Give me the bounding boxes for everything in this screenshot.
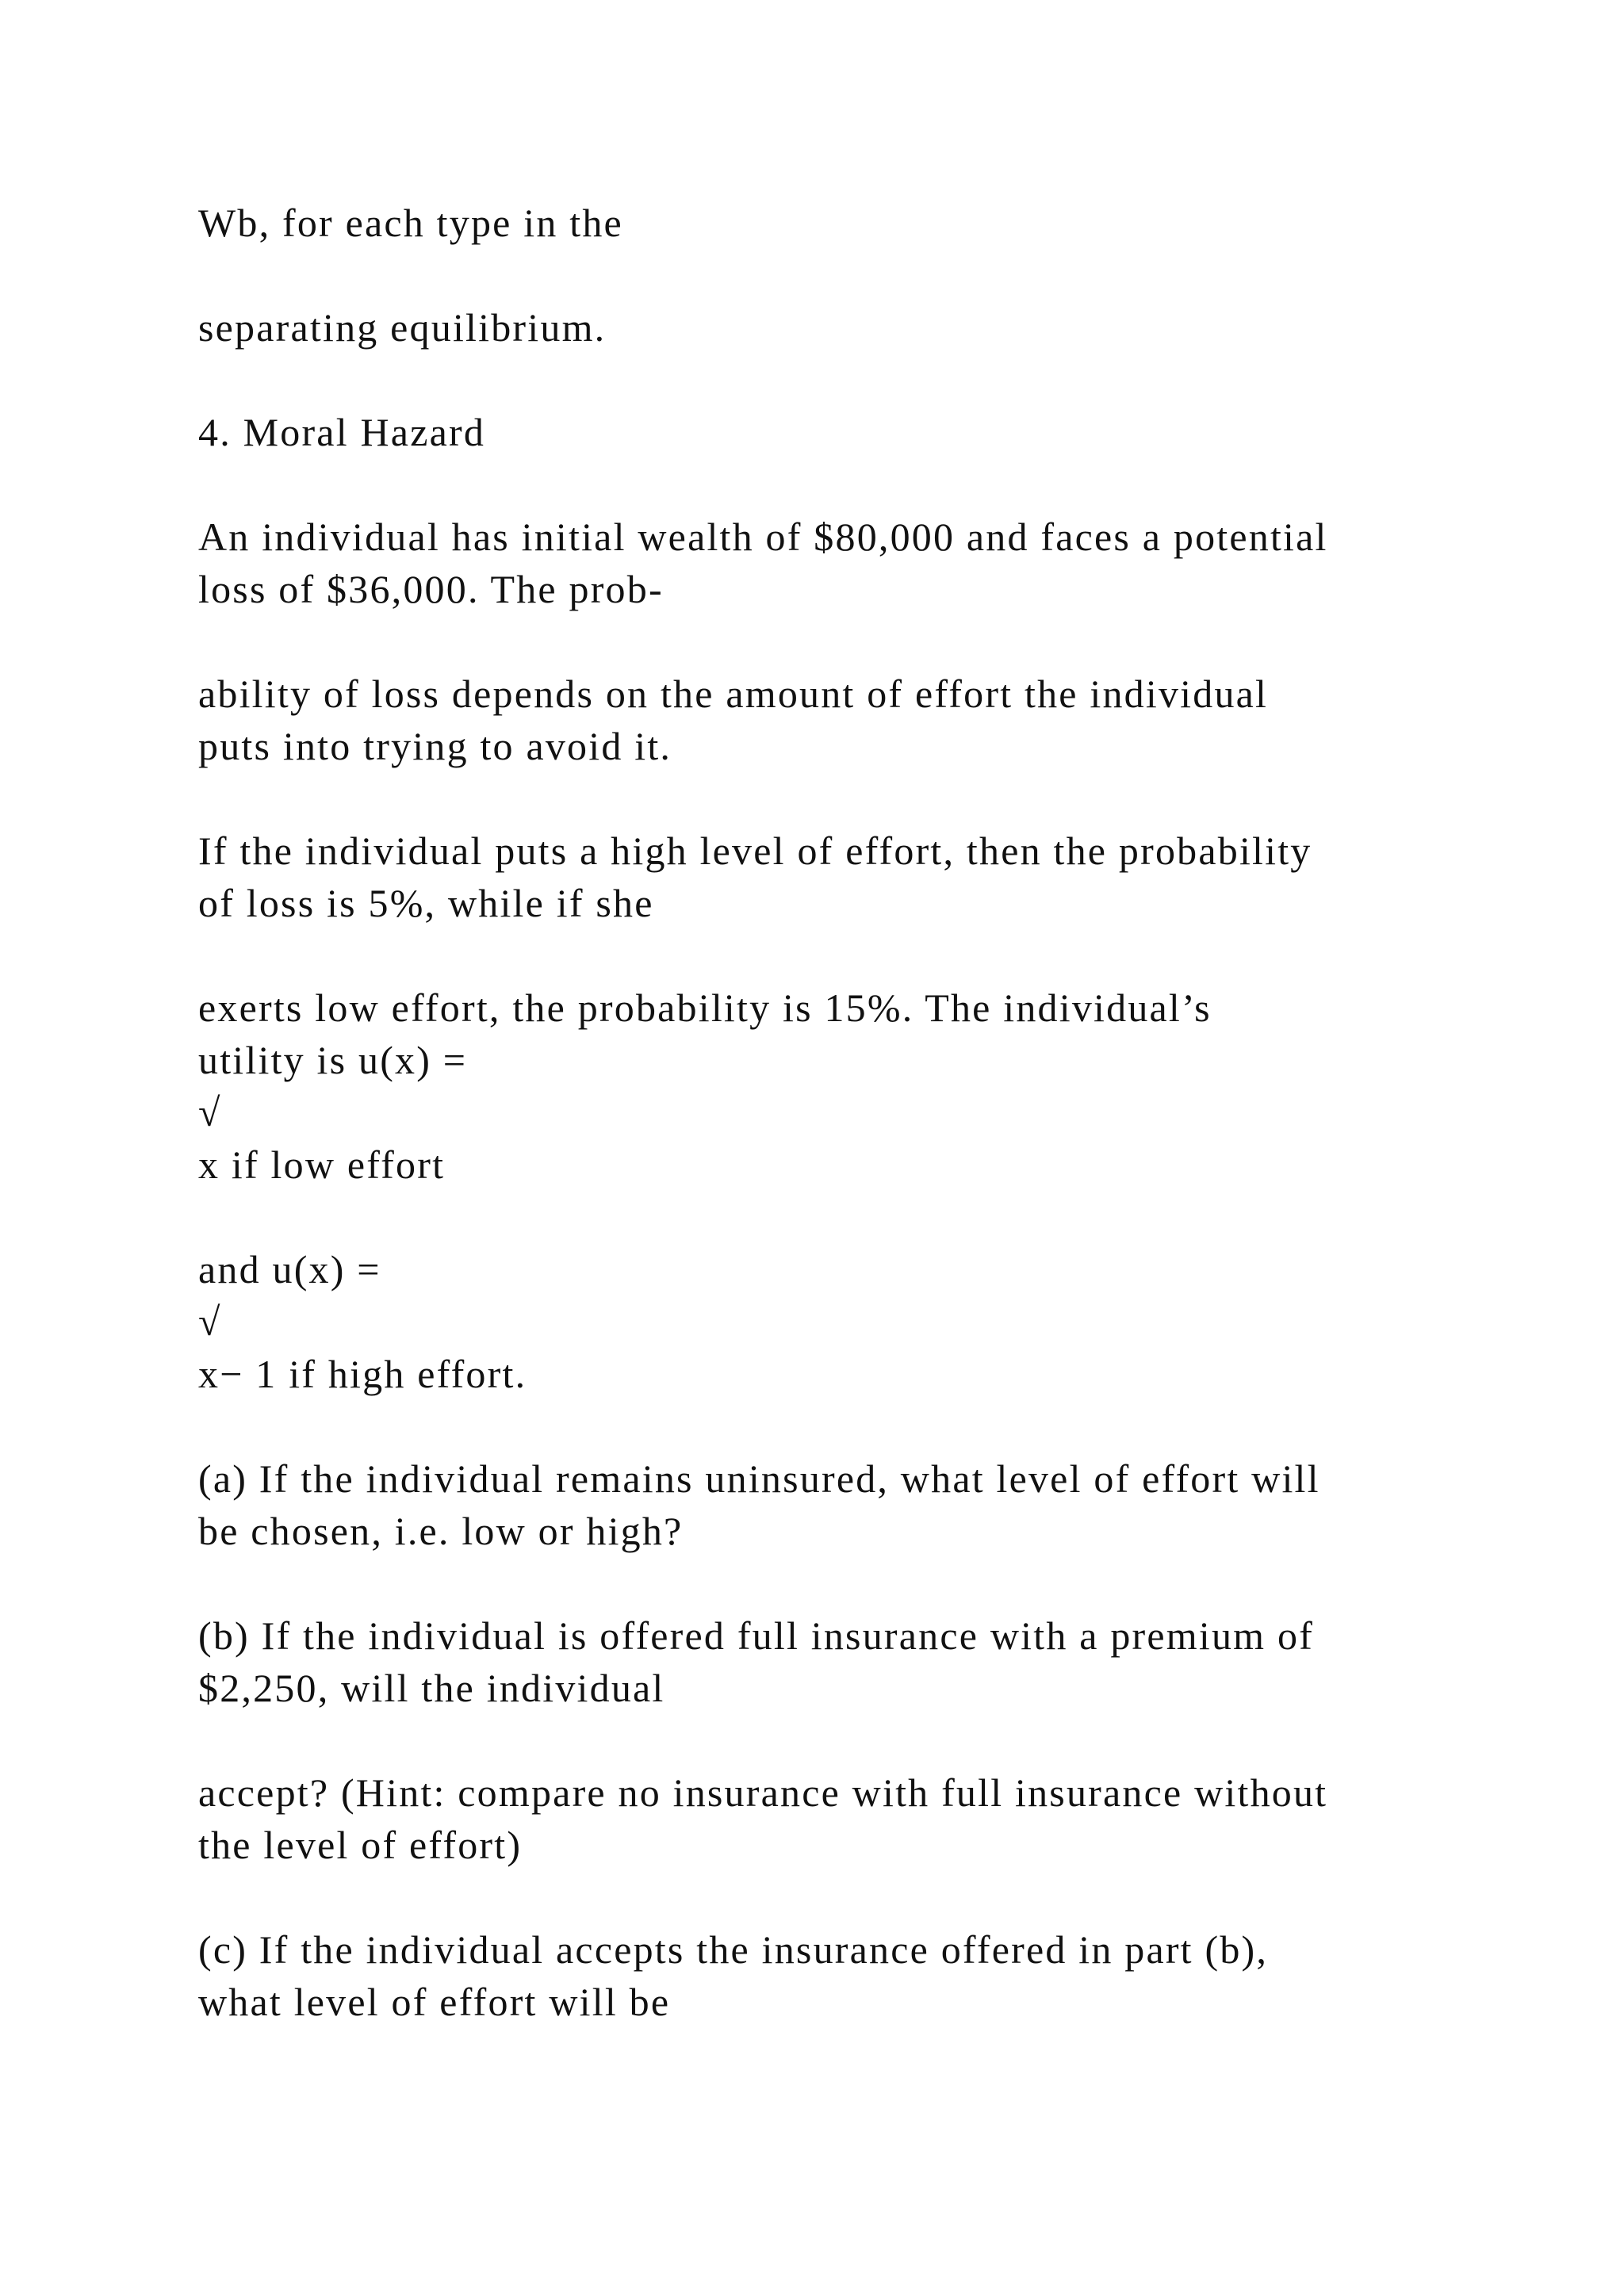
text-line: what level of effort will be [198, 1980, 671, 2024]
text-line: loss of $36,000. The prob- [198, 567, 664, 611]
sqrt-symbol: √ [198, 1299, 222, 1344]
text-line: x− 1 if high effort. [198, 1352, 527, 1396]
question-c: (c) If the individual accepts the insurance offered in part (b), [198, 1927, 1269, 1972]
text-line: x if low effort [198, 1142, 446, 1187]
question-b: (b) If the individual is offered full insurance with a premium of [198, 1613, 1314, 1658]
text-line: utility is u(x) = [198, 1038, 468, 1082]
text-line: If the individual puts a high level of effort, then the probability [198, 828, 1312, 873]
text-line: An individual has initial wealth of $80,000 and faces a potential [198, 515, 1328, 559]
text-line: the level of effort) [198, 1823, 523, 1867]
section-heading: 4. Moral Hazard [198, 410, 486, 454]
text-line: $2,250, will the individual [198, 1666, 665, 1710]
text-line: and u(x) = [198, 1247, 381, 1292]
text-line: of loss is 5%, while if she [198, 881, 654, 925]
sqrt-symbol: √ [198, 1090, 222, 1135]
text-line: ability of loss depends on the amount of effort the individual [198, 672, 1269, 716]
text-line: separating equilibrium. [198, 305, 607, 350]
question-a: (a) If the individual remains uninsured, what level of effort will [198, 1456, 1320, 1501]
text-line: Wb, for each type in the [198, 201, 623, 245]
text-line: exerts low effort, the probability is 15%. The individual’s [198, 985, 1212, 1030]
text-line: puts into trying to avoid it. [198, 724, 672, 768]
text-line: be chosen, i.e. low or high? [198, 1509, 684, 1553]
text-line: accept? (Hint: compare no insurance with full insurance without [198, 1770, 1328, 1815]
